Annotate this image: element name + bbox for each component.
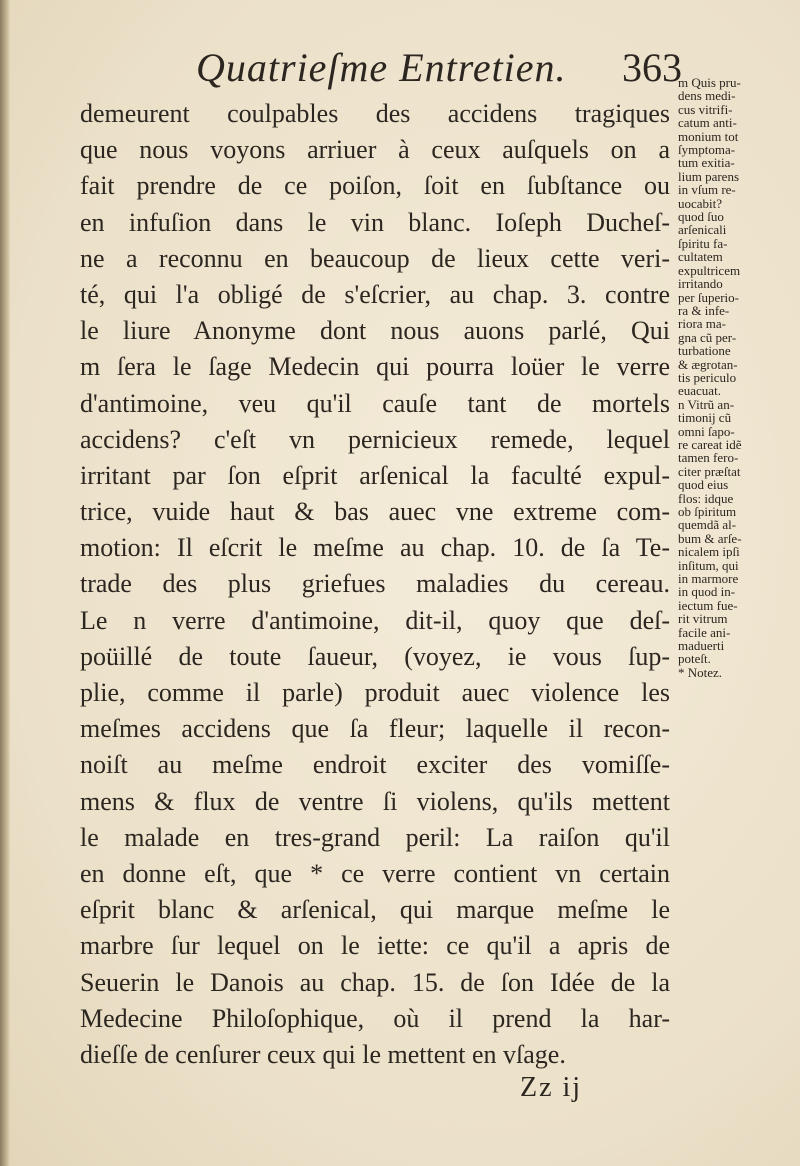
margin-note-line: irritando — [678, 276, 723, 292]
text-line: Seuerin le Danois au chap. 15. de ſon Idée de la — [80, 967, 670, 997]
marginal-notes — [678, 76, 796, 679]
margin-note-line: ſymptoma- — [678, 142, 736, 158]
text-line: té, qui l'a obligé de s'eſcrier, au chap. 3. contre — [80, 279, 670, 309]
margin-note-line: ob ſpiritum — [678, 504, 737, 519]
text-line: accidens? c'eſt vn pernicieux remede, lequel — [80, 424, 670, 454]
margin-note-line: arſenicali — [678, 222, 727, 238]
margin-note-line: in marmore — [678, 571, 739, 587]
margin-note-line: uocabit? — [678, 195, 723, 211]
margin-note-line: bum & arſe- — [678, 530, 742, 546]
margin-note-line: quod ſuo — [678, 209, 724, 225]
running-title: Quatrieſme Entretien. — [196, 45, 567, 90]
margin-note-line: dens medi- — [678, 88, 736, 104]
text-line: en donne eſt, que * ce verre contient vn certain — [80, 858, 670, 888]
margin-note-line: maduerti — [678, 638, 725, 654]
margin-note-line: n Vitrũ an- — [678, 396, 735, 412]
margin-note-line: m Quis pru- — [678, 75, 741, 90]
main-text-block — [80, 96, 670, 1073]
margin-note-line: * Notez. — [678, 664, 723, 680]
margin-note-line: facile ani- — [678, 624, 731, 640]
margin-note-line: omni ſapo- — [678, 423, 735, 439]
text-line: le malade en tres-grand peril: La raiſon qu'il — [80, 822, 670, 852]
margin-note-line: cultatem — [678, 249, 723, 265]
margin-note-line: iectum fue- — [678, 597, 738, 613]
margin-note-line: gna cũ per- — [678, 329, 737, 345]
text-line: en infuſion dans le vin blanc. Ioſeph Ducheſ- — [80, 207, 670, 237]
text-line: mens & flux de ventre ſi violens, qu'ils mettent — [80, 786, 670, 816]
margin-note-line: quod eius — [678, 477, 729, 493]
signature-mark: Zz ij — [520, 1072, 583, 1103]
text-line: ne a reconnu en beaucoup de lieux cette veri- — [80, 243, 670, 273]
margin-note-line: poteſt. — [678, 651, 711, 667]
margin-note-line: tamen fero- — [678, 450, 739, 466]
margin-note-line: lium parens — [678, 168, 740, 184]
margin-note-line: in quod in- — [678, 584, 736, 600]
margin-note-line: & ægrotan- — [678, 356, 738, 372]
text-line: dieſſe de cenſurer ceux qui le mettent en vſage. — [80, 1039, 566, 1069]
margin-note-line: inſitum, qui — [678, 557, 739, 573]
text-line: plie, comme il parle) produit auec violence les — [80, 678, 670, 707]
margin-note-line: riora ma- — [678, 316, 727, 332]
text-line: Le n verre d'antimoine, dit-il, quoy que deſ- — [80, 605, 670, 635]
margin-note-line: cus vitrifi- — [678, 101, 733, 117]
text-line: le liure Anonyme dont nous auons parlé, Qui — [80, 316, 670, 346]
margin-note-line: nicalem ipſi — [678, 544, 740, 560]
margin-note-line: monium tot — [678, 128, 739, 144]
margin-note-line: re careat idẽ — [678, 436, 742, 452]
margin-note-line: ra & infe- — [678, 302, 730, 318]
margin-note-line: expultricem — [678, 262, 741, 278]
margin-note-line: ſpiritu fa- — [678, 235, 728, 251]
margin-note-line: catum anti- — [678, 115, 737, 131]
margin-note-line: tis periculo — [678, 369, 737, 385]
margin-note-line: quemdã al- — [678, 517, 737, 533]
margin-note-line: timonij cũ — [678, 410, 732, 426]
margin-note-line: tum exitia- — [678, 155, 735, 171]
margin-note-line: per ſuperio- — [678, 289, 740, 305]
margin-note-line: rit vitrum — [678, 611, 728, 627]
margin-note-line: in vſum re- — [678, 182, 736, 198]
text-line: demeurent coulpables des accidens tragiques — [80, 99, 670, 128]
text-line: trice, vuide haut & bas auec vne extreme com- — [80, 497, 670, 527]
text-line: eſprit blanc & arſenical, qui marque meſme le — [80, 895, 670, 925]
text-line: Medecine Philoſophique, où il prend la har- — [80, 1003, 670, 1033]
text-line: meſmes accidens que ſa fleur; laquelle il recon- — [80, 714, 670, 744]
text-line: fait prendre de ce poiſon, ſoit en ſubſtance ou — [80, 171, 670, 201]
text-line: poüillé de toute ſaueur, (voyez, ie vous ſup- — [80, 641, 670, 671]
text-line: irritant par ſon eſprit arſenical la faculté expul- — [80, 460, 670, 490]
margin-note-line: citer præſtat — [678, 463, 741, 479]
text-line: marbre ſur lequel on le iette: ce qu'il a apris de — [80, 931, 670, 961]
margin-note-line: turbatione — [678, 343, 731, 359]
margin-note-line: flos: idque — [678, 490, 734, 506]
margin-note-line: euacuat. — [678, 383, 721, 399]
text-line: motion: Il eſcrit le meſme au chap. 10. de ſa Te- — [80, 533, 670, 563]
text-line: m ſera le ſage Medecin qui pourra loüer le verre — [80, 352, 670, 382]
text-line: que nous voyons arriuer à ceux auſquels on a — [80, 135, 670, 165]
text-line: noiſt au meſme endroit exciter des vomiſſe- — [80, 750, 670, 780]
text-line: trade des plus griefues maladies du cereau. — [80, 569, 670, 599]
text-line: d'antimoine, veu qu'il cauſe tant de mortels — [80, 388, 670, 418]
binding-gutter — [0, 0, 10, 1166]
page-number: 363 — [622, 45, 682, 90]
